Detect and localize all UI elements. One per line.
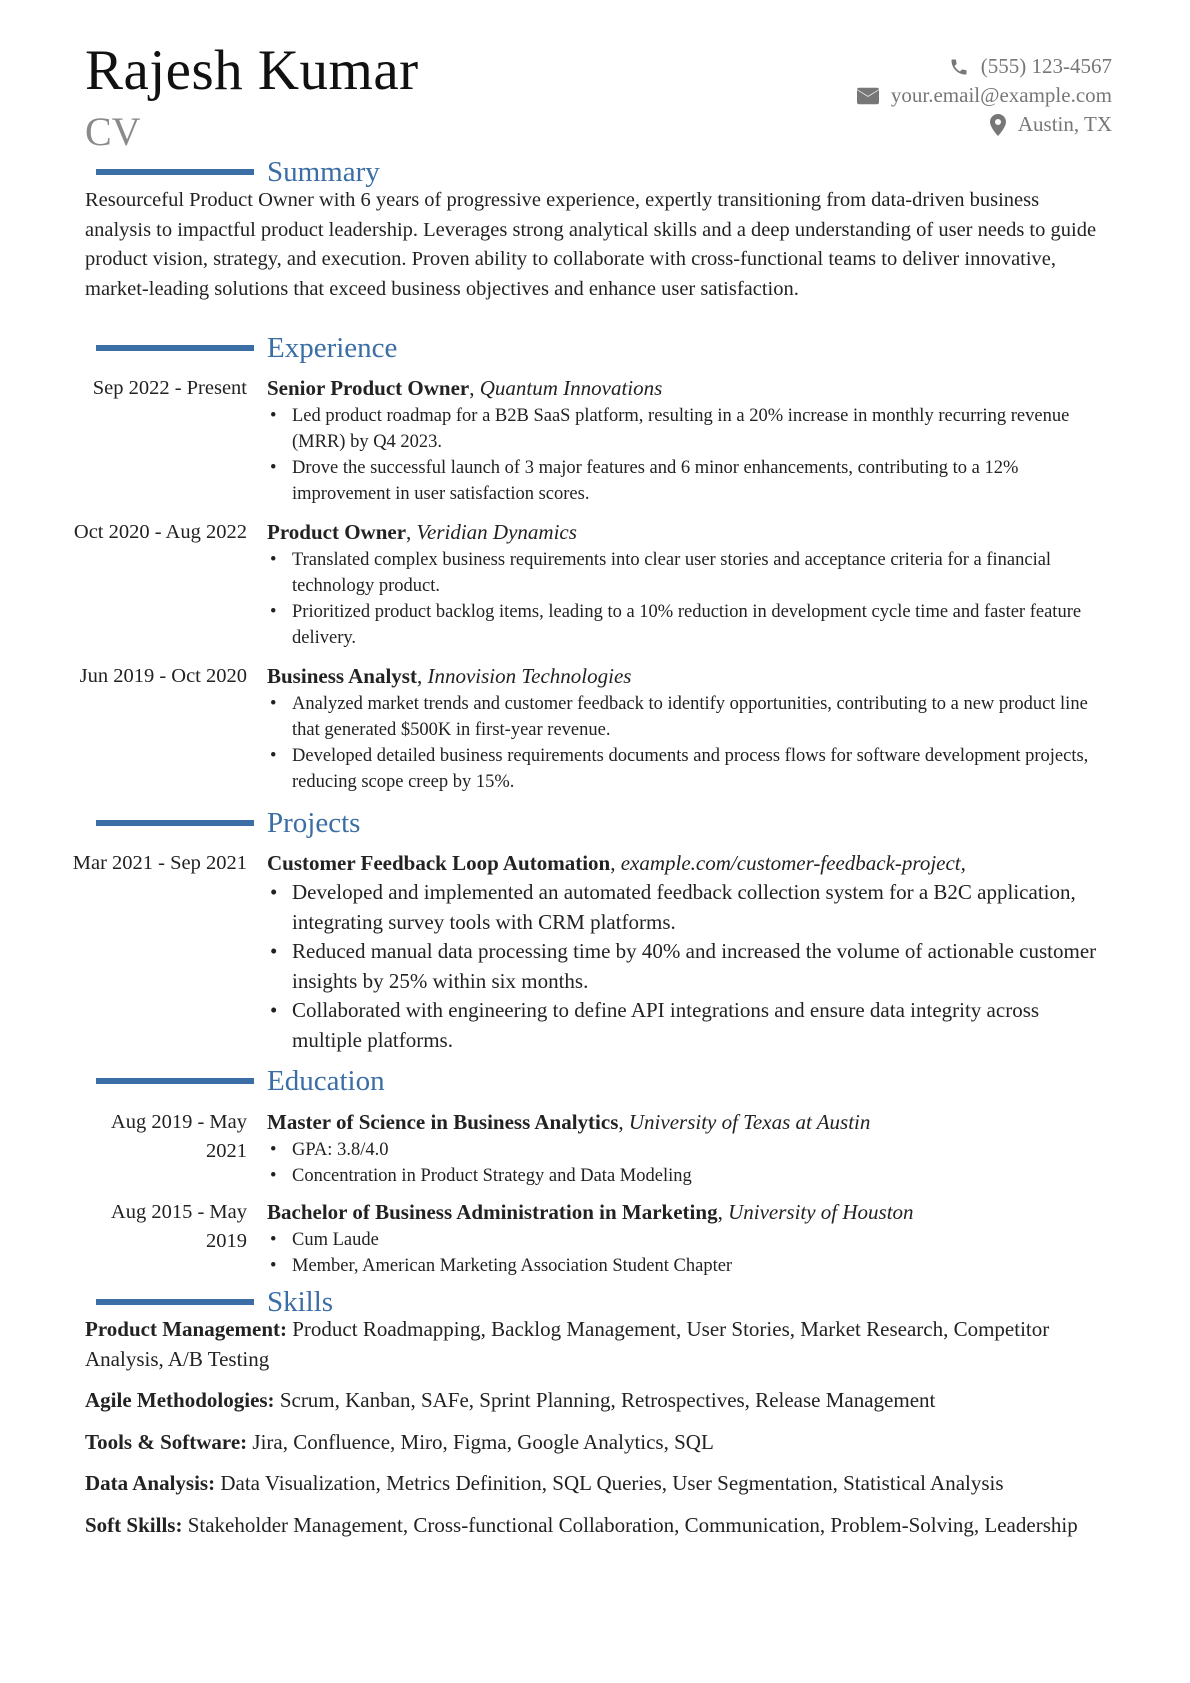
list-item: • Drove the successful launch of 3 major features and 6 minor enhancements, contributing to a 12% improvement in user satisfaction scores. (267, 455, 1107, 507)
entry-body (267, 849, 1107, 1055)
envelope-icon (857, 87, 879, 105)
phone-icon (949, 57, 969, 77)
candidate-name: Rajesh Kumar (85, 39, 419, 102)
list-item: • Cum Laude (267, 1227, 1107, 1253)
entry-title: Customer Feedback Loop Automation (267, 851, 611, 875)
skill-row (85, 1315, 1110, 1374)
entry-date: Sep 2022 - Present (92, 377, 247, 399)
section-bar (96, 345, 254, 351)
skill-label: Soft Skills: (85, 1512, 183, 1537)
list-item: • Concentration in Product Strategy and Data Modeling (267, 1163, 1107, 1189)
skill-value: Stakeholder Management, Cross-functional Collaboration, Communication, Problem-Solving, Leadership (187, 1512, 1078, 1537)
skill-row (85, 1511, 1110, 1541)
entry-date: Mar 2021 - Sep 2021 (72, 852, 247, 874)
skills-list (85, 1315, 1110, 1552)
list-item: • Translated complex business requirements into clear user stories and acceptance criteria for a financial technology product. (267, 547, 1107, 599)
entry-date: Aug 2015 - May 2019 (110, 1201, 247, 1252)
list-item: • Collaborated with engineering to define API integrations and ensure data integrity across multiple platforms. (267, 996, 1107, 1055)
section-title: Experience (267, 332, 398, 364)
location-text: Austin, TX (1017, 112, 1112, 136)
entry-bullets (267, 403, 1107, 507)
skill-value: Scrum, Kanban, SAFe, Sprint Planning, Retrospectives, Release Management (279, 1388, 936, 1412)
section-bar (96, 169, 254, 175)
list-item: • Prioritized product backlog items, leading to a 10% reduction in development cycle time and faster feature delivery. (267, 599, 1107, 651)
map-pin-icon (990, 114, 1006, 136)
contact-location (857, 110, 1112, 139)
entry-bullets (267, 878, 1107, 1055)
entry-org: Quantum Innovations (479, 376, 663, 400)
entry-body (267, 1198, 1107, 1279)
entry-title-line: Customer Feedback Loop Automation, example.com/customer-feedback-project, (267, 851, 966, 875)
list-item: • Member, American Marketing Association Student Chapter (267, 1253, 1107, 1279)
entry-date: Jun 2019 - Oct 2020 (79, 665, 247, 687)
section-bar (96, 1299, 254, 1305)
entry-title-line: Bachelor of Business Administration in Marketing, University of Houston (267, 1200, 914, 1224)
entry-date: Oct 2020 - Aug 2022 (73, 521, 247, 543)
section-title: Education (267, 1065, 385, 1097)
entry-title-line: Senior Product Owner, Quantum Innovations (267, 376, 663, 400)
entry-title: Master of Science in Business Analytics (267, 1110, 619, 1134)
entry-org: University of Houston (728, 1200, 914, 1224)
entry-body (267, 518, 1107, 651)
skill-row (85, 1386, 1110, 1416)
entry-title-line: Product Owner, Veridian Dynamics (267, 520, 577, 544)
skill-value: Data Visualization, Metrics Definition, SQL Queries, User Segmentation, Statistical Analysis (220, 1471, 1004, 1495)
skill-label: Tools & Software: (85, 1429, 248, 1454)
section-title: Skills (267, 1286, 334, 1318)
entry-bullets (267, 547, 1107, 651)
entry-org: Innovision Technologies (427, 664, 632, 688)
entry-date: Aug 2019 - May 2021 (110, 1111, 247, 1162)
email-address: your.email@example.com (890, 83, 1112, 107)
entry-title: Bachelor of Business Administration in Marketing (267, 1200, 718, 1224)
entry-title: Product Owner (267, 520, 407, 544)
entry-title-line: Business Analyst, Innovision Technologies (267, 664, 632, 688)
phone-number: (555) 123-4567 (980, 54, 1112, 78)
section-bar (96, 820, 254, 826)
contact-block (857, 52, 1112, 139)
entry-title: Senior Product Owner (267, 376, 470, 400)
entry-body (267, 662, 1107, 795)
list-item: • GPA: 3.8/4.0 (267, 1137, 1107, 1163)
contact-email (857, 81, 1112, 110)
entry-bullets (267, 691, 1107, 795)
entry-org: University of Texas at Austin (628, 1110, 871, 1134)
skill-label: Data Analysis: (85, 1471, 216, 1495)
entry-title-line: Master of Science in Business Analytics, University of Texas at Austin (267, 1110, 871, 1134)
skill-row (85, 1428, 1110, 1458)
entry-body (267, 1108, 1107, 1189)
document-subtitle: CV (85, 109, 141, 154)
contact-phone (857, 52, 1112, 81)
entry-org: Veridian Dynamics (416, 520, 577, 544)
skill-label: Agile Methodologies: (85, 1388, 275, 1412)
project-link[interactable]: example.com/customer-feedback-project, (620, 851, 966, 875)
list-item: • Developed and implemented an automated feedback collection system for a B2C application, integrating survey tools with CRM platforms. (267, 878, 1107, 937)
skill-label: Product Management: (85, 1317, 287, 1341)
skill-row (85, 1469, 1110, 1499)
list-item: • Led product roadmap for a B2B SaaS platform, resulting in a 20% increase in monthly recurring revenue (MRR) by Q4 2023. (267, 403, 1107, 455)
section-title: Summary (267, 156, 380, 188)
skill-value: Jira, Confluence, Miro, Figma, Google Analytics, SQL (252, 1429, 714, 1454)
section-title: Projects (267, 807, 361, 839)
list-item: • Analyzed market trends and customer feedback to identify opportunities, contributing to a new product line that generated $500K in first-year revenue. (267, 691, 1107, 743)
list-item: • Developed detailed business requirements documents and process flows for software development projects, reducing scope creep by 15%. (267, 743, 1107, 795)
entry-body (267, 374, 1107, 507)
summary-text: Resourceful Product Owner with 6 years of progressive experience, expertly transitioning from data-driven business analysis to impactful product leadership. Leverages strong analytical skills and a deep understanding of user needs to guide product vision, strategy, and execution. Proven ability to collaborate with cross-functional teams to deliver innovative, market-leading solutions that exceed business objectives and enhance user satisfaction. (85, 189, 1097, 300)
list-item: • Reduced manual data processing time by 40% and increased the volume of actionable customer insights by 25% within six months. (267, 937, 1107, 996)
skill-value: Product Roadmapping, Backlog Management, User Stories, Market Research, Competitor Analysis, A/B Testing (85, 1317, 1050, 1371)
entry-bullets (267, 1227, 1107, 1279)
section-bar (96, 1078, 254, 1084)
entry-title: Business Analyst (267, 664, 417, 688)
entry-bullets (267, 1137, 1107, 1189)
